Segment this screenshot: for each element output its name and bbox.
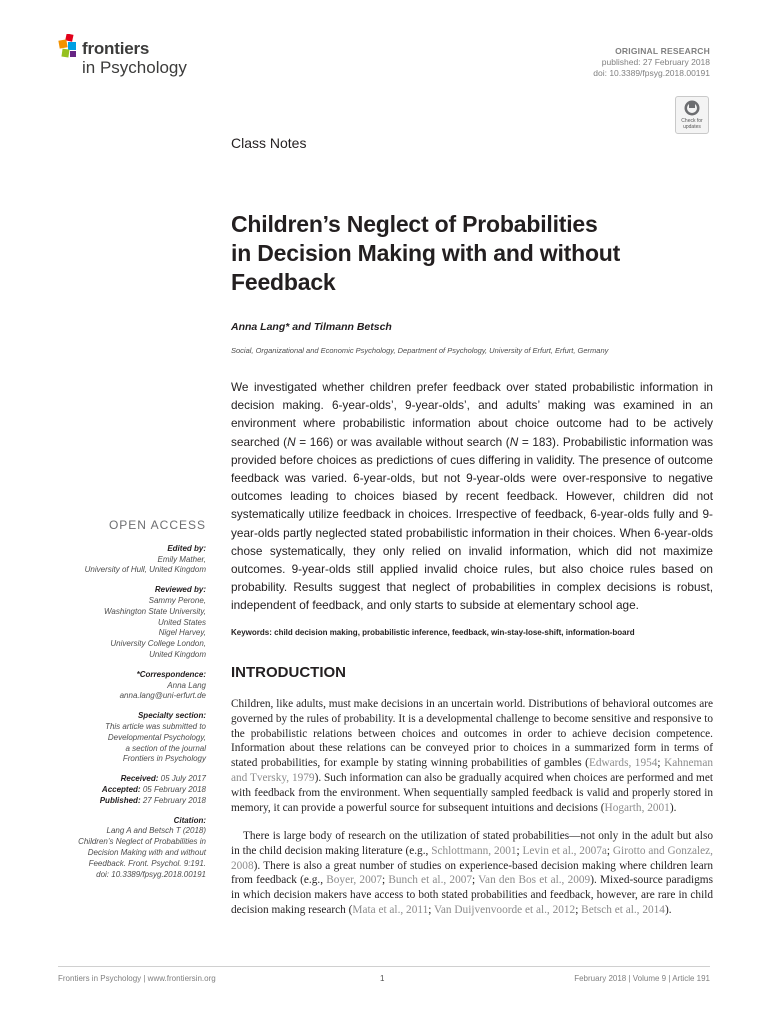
abstract-text: = 183). Probabilistic information was provided before choices as predictions of cues differing in validity. The presence of outcome feedback was varied. 6-year-olds, but not 9-year-olds were over-responsive to negative outcomes leading to choices biased by recent feedback. However, children did not systematically utilize feedback in choices. Irrespective of feedback, 6-year-olds fully and 9-year-olds partly neglected stated probabilistic information in their choices. When 6-year-olds chose systematically, they only relied on invalid information, which did not maximize outcomes. 9-year-olds still applied invalid choice rules, but also choice rules based on probability. Results suggest that neglect of probabilities in complex decisions is robust, independent of feedback, and only starts to subside at elementary school age. [231, 434, 713, 613]
separator: ; [472, 874, 479, 887]
citation-link[interactable]: Schlottmann, 2001 [431, 844, 517, 857]
article-type: ORIGINAL RESEARCH [615, 46, 710, 56]
article-title [231, 210, 731, 297]
citation-link[interactable]: Girotto and Gonzalez, 2008 [231, 844, 713, 872]
specialty-text: This article was submitted to [105, 721, 206, 731]
article-info-sidebar [46, 520, 206, 880]
specialty-text: a section of the journal [125, 743, 206, 753]
section-label: Class Notes [231, 135, 307, 151]
editor-name: Emily Mather, [157, 554, 206, 564]
published-label: Published: [99, 795, 141, 805]
citation-link[interactable]: Van den Bos et al., 2009 [478, 874, 591, 887]
reviewer-affiliation: University College London, [110, 639, 206, 649]
body-text: Children, like adults, must make decisions in an uncertain world. Distributions of behavioral outcomes are governed by the rules of probability. It is a developmental challenge to become sensitive and responsive to the probabilistic relations between choices and outcomes in order to achieve decision competence. Information about these relations can be conveyed prior to choices in a summarized form in terms of stated probabilities, for example by stating winning probabilities of gambles ( [231, 698, 713, 770]
citation-link[interactable]: Bunch et al., 2007 [388, 874, 473, 887]
separator: ; [657, 757, 665, 770]
body-text: ). [669, 801, 677, 814]
check-for-updates-button[interactable] [675, 96, 709, 134]
page-number: 1 [380, 974, 385, 983]
citation-link[interactable]: Boyer, 2007 [326, 874, 383, 887]
separator: ; [606, 844, 613, 857]
intro-paragraph-1 [231, 697, 713, 815]
specialty-text: Frontiers in Psychology [122, 754, 206, 764]
correspondence-email[interactable]: anna.lang@uni-erfurt.de [119, 691, 206, 701]
accepted-value: 05 February 2018 [142, 784, 206, 794]
specialty-section-label: Specialty section: [137, 711, 206, 721]
affiliation: Social, Organizational and Economic Psychology, Department of Psychology, University of Erfurt, Erfurt, Germany [231, 346, 609, 355]
body-text: ). Mixed-source paradigms in which decision makers have access to both stated probabilities and feedback, however, are rare in child decision making research ( [231, 874, 713, 916]
citation-link[interactable]: Levin et al., 2007a [522, 844, 607, 857]
correspondence-name: Anna Lang [167, 680, 206, 690]
reviewer-affiliation: United States [157, 617, 206, 627]
body-text: ). Such information can also be gradually acquired when choices are performed and met with feedback from the environment. When sequentially sampled feedback is valid and properly stored in memory, it can provide a powerful source for subsequent intuitions and decisions ( [231, 771, 713, 814]
citation-label: Citation: [173, 815, 206, 825]
published-date-sidebar [46, 796, 206, 807]
reviewer-affiliation: Washington State University, [104, 606, 206, 616]
citation-text: Lang A and Betsch T (2018) [106, 826, 206, 836]
reviewer-name: Sammy Perone, [148, 595, 206, 605]
abstract [231, 378, 713, 615]
body-text: ). There is also a great number of studies on experience-based decision making where children learn from feedback (e.g., [231, 859, 713, 887]
reviewer-affiliation: United Kingdom [149, 649, 206, 659]
footer-divider [58, 966, 710, 967]
citation-link[interactable]: Edwards, 1954 [588, 757, 658, 770]
received-date [46, 774, 206, 785]
separator: ; [516, 844, 523, 857]
check-updates-label: Check for updates [681, 118, 703, 130]
intro-paragraph-2 [231, 829, 713, 918]
separator: ; [382, 874, 389, 887]
editor-affiliation: University of Hull, United Kingdom [84, 565, 206, 575]
citation-link[interactable]: Kahneman and Tversky, 1979 [231, 757, 713, 784]
body-text: ). [664, 903, 672, 916]
citation-doi[interactable]: doi: 10.3389/fpsyg.2018.00191 [96, 869, 206, 879]
frontiers-logo-icon [58, 34, 80, 60]
keywords: Keywords: child decision making, probabilistic inference, feedback, win-stay-lose-shift, information-board [231, 628, 635, 637]
reviewer-name: Nigel Harvey, [158, 628, 206, 638]
citation-link[interactable]: Hogarth, 2001 [604, 801, 670, 814]
doi-header: doi: 10.3389/fpsyg.2018.00191 [593, 68, 710, 78]
edited-by-label: Edited by: [167, 543, 206, 553]
abstract-text: = 166) or was available without search ( [295, 434, 510, 449]
separator: ; [428, 903, 434, 916]
author-list: Anna Lang* and Tilmann Betsch [231, 321, 392, 333]
logo-text-frontiers: frontiers [82, 39, 150, 58]
article-meta-header [593, 46, 710, 79]
title-line: Children’s Neglect of Probabilities [231, 211, 598, 237]
citation-text: Decision Making with and without [87, 847, 206, 857]
received-value: 05 July 2017 [160, 774, 206, 784]
body-text: There is large body of research on the utilization of stated probabilities—not only in the adult but also in the child decision making literature (e.g., [231, 830, 713, 857]
accepted-label: Accepted: [101, 784, 141, 794]
received-label: Received: [120, 774, 159, 784]
n-label: N [287, 434, 296, 449]
citation-text: Children’s Neglect of Probabilities in [78, 837, 206, 847]
footer-journal-link[interactable]: Frontiers in Psychology | www.frontiersin.org [58, 974, 216, 983]
citation-text: Feedback. Front. Psychol. 9:191. [88, 858, 206, 868]
published-value: 27 February 2018 [142, 795, 206, 805]
correspondence-label: *Correspondence: [136, 669, 206, 679]
citation-link[interactable]: Van Duijvenvoorde et al., 2012 [434, 903, 576, 916]
open-access-label: OPEN ACCESS [108, 518, 206, 532]
check-updates-icon [676, 97, 708, 119]
logo-text-journal: in Psychology [82, 58, 187, 77]
citation-link[interactable]: Mata et al., 2011 [352, 903, 429, 916]
title-line: Feedback [231, 269, 336, 295]
citation-link[interactable]: Betsch et al., 2014 [581, 903, 665, 916]
separator: ; [575, 903, 582, 916]
specialty-text: Developmental Psychology, [107, 732, 206, 742]
abstract-text: We investigated whether children prefer feedback over stated probabilistic information in decision making. 6-year-olds’, 9-year-olds’, and adults’ making was examined in an environment where probabilistic information about choice outcome had to be actively searched ( [231, 380, 713, 449]
accepted-date [46, 785, 206, 796]
published-date: published: 27 February 2018 [601, 57, 710, 67]
introduction-heading: INTRODUCTION [231, 664, 346, 681]
footer-issue-info: February 2018 | Volume 9 | Article 191 [574, 974, 710, 983]
reviewed-by-label: Reviewed by: [154, 585, 206, 595]
title-line: in Decision Making with and without [231, 240, 621, 266]
journal-logo [58, 34, 218, 82]
n-label: N [509, 434, 519, 449]
